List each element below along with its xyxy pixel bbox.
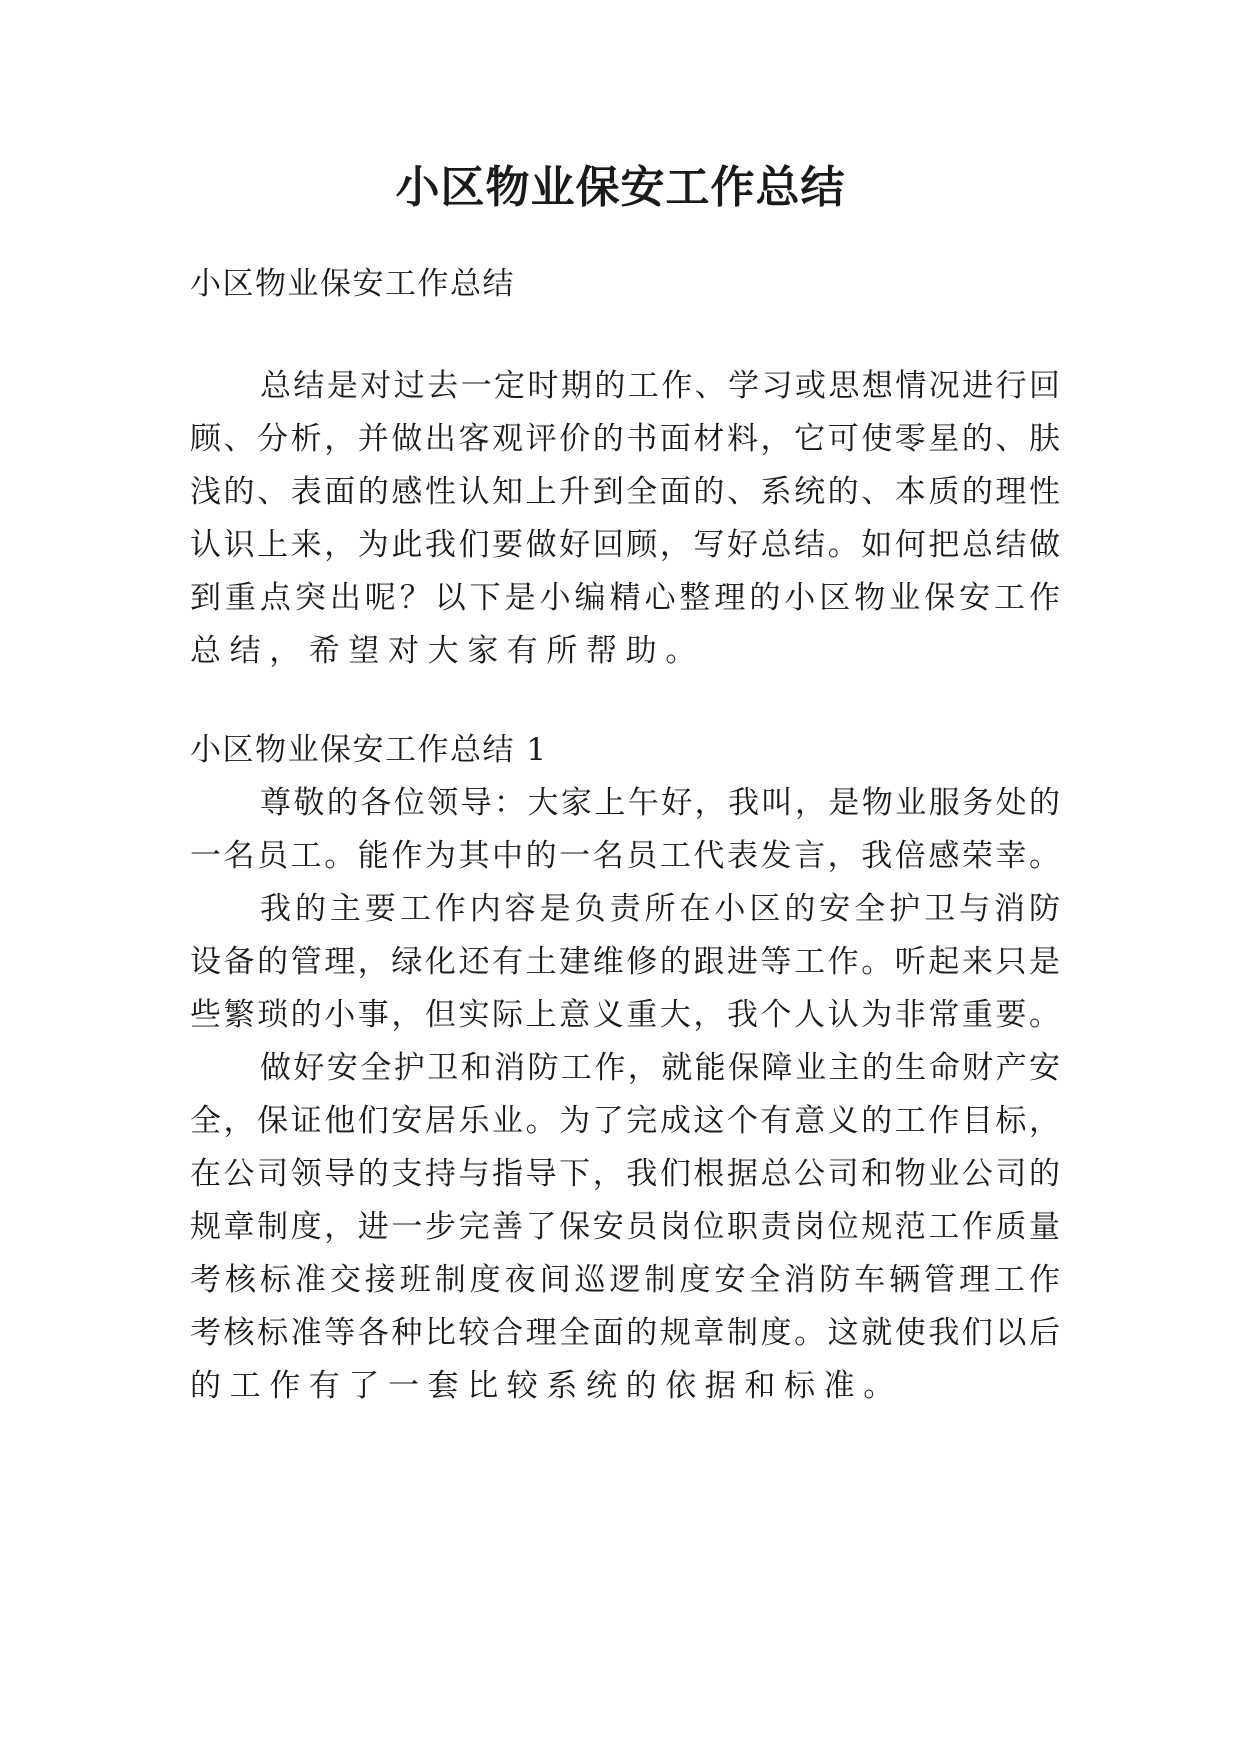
body-line: 考核标准交接班制度夜间巡逻制度安全消防车辆管理工作	[190, 1262, 1060, 1298]
intro-line: 浅的、表面的感性认知上升到全面的、系统的、本质的理性	[190, 474, 1060, 510]
section-heading: 小区物业保安工作总结 1	[190, 732, 548, 768]
body-line: 全，保证他们安居乐业。为了完成这个有意义的工作目标，	[190, 1103, 1060, 1139]
body-line: 的工作有了一套比较系统的依据和标准。	[190, 1368, 903, 1404]
body-line: 设备的管理，绿化还有土建维修的跟进等工作。听起来只是	[190, 944, 1060, 980]
body-line: 尊敬的各位领导：大家上午好，我叫，是物业服务处的	[260, 785, 1060, 821]
body-line: 做好安全护卫和消防工作，就能保障业主的生命财产安	[260, 1050, 1060, 1086]
document-title: 小区物业保安工作总结	[395, 162, 846, 213]
body-line: 规章制度，进一步完善了保安员岗位职责岗位规范工作质量	[190, 1209, 1060, 1245]
body-line: 在公司领导的支持与指导下，我们根据总公司和物业公司的	[190, 1156, 1060, 1192]
intro-line: 到重点突出呢？以下是小编精心整理的小区物业保安工作	[190, 580, 1060, 616]
body-line: 些繁琐的小事，但实际上意义重大，我个人认为非常重要。	[190, 997, 1060, 1033]
body-line: 我的主要工作内容是负责所在小区的安全护卫与消防	[260, 891, 1060, 927]
body-line: 一名员工。能作为其中的一名员工代表发言，我倍感荣幸。	[190, 838, 1060, 874]
body-line: 考核标准等各种比较合理全面的规章制度。这就使我们以后	[190, 1315, 1060, 1351]
intro-line: 总结是对过去一定时期的工作、学习或思想情况进行回	[260, 368, 1060, 404]
document-subtitle: 小区物业保安工作总结	[190, 266, 515, 302]
intro-line: 认识上来，为此我们要做好回顾，写好总结。如何把总结做	[190, 527, 1060, 563]
intro-line: 总结，希望对大家有所帮助。	[190, 633, 705, 669]
intro-line: 顾、分析，并做出客观评价的书面材料，它可使零星的、肤	[190, 421, 1060, 457]
